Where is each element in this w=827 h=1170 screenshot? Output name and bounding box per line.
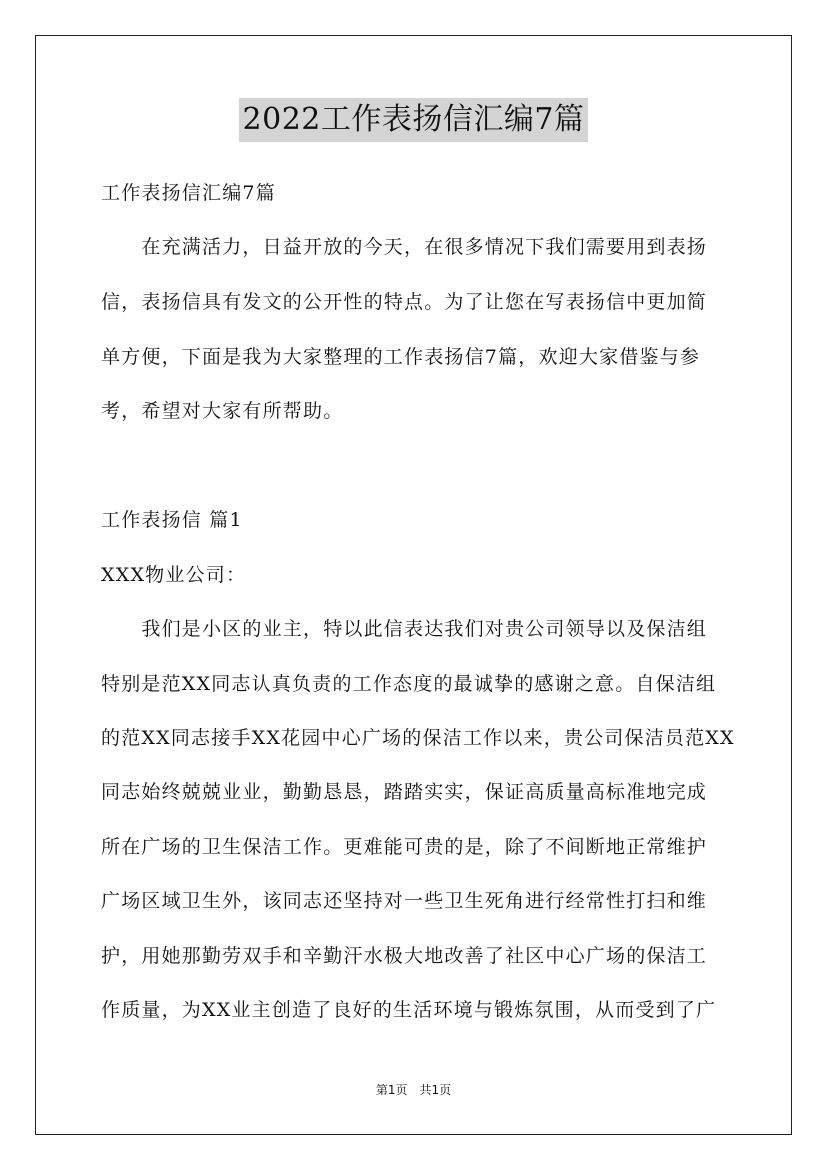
body-line: 广场区域卫生外，该同志还坚持对一些卫生死角进行经常性打扫和维 xyxy=(101,890,708,912)
body-line: 特别是范XX同志认真负责的工作态度的最诚挚的感谢之意。自保洁组 xyxy=(101,673,717,695)
intro-line: 信，表扬信具有发文的公开性的特点。为了让您在写表扬信中更加简 xyxy=(101,291,708,313)
title-block xyxy=(0,98,827,142)
body-line: 所在广场的卫生保洁工作。更难能可贵的是，除了不间断地正常维护 xyxy=(101,836,708,858)
body-line: 的范XX同志接手XX花园中心广场的保洁工作以来，贵公司保洁员范XX xyxy=(101,727,735,749)
document-title: 2022工作表扬信汇编7篇 xyxy=(239,98,589,142)
body-line: 我们是小区的业主，特以此信表达我们对贵公司领导以及保洁组 xyxy=(101,618,708,640)
body-line: 护，用她那勤劳双手和辛勤汗水极大地改善了社区中心广场的保洁工 xyxy=(101,945,708,967)
page-number: 第1页 共1页 xyxy=(375,1083,452,1097)
intro-line: 在充满活力，日益开放的今天，在很多情况下我们需要用到表扬 xyxy=(101,236,708,258)
body-line: 同志始终兢兢业业，勤勤恳恳，踏踏实实，保证高质量高标准地完成 xyxy=(101,781,708,803)
intro-line: 考，希望对大家有所帮助。 xyxy=(101,400,344,422)
section-heading: 工作表扬信 篇1 xyxy=(101,509,243,531)
document-subtitle: 工作表扬信汇编7篇 xyxy=(101,182,276,204)
page-footer xyxy=(0,1082,827,1098)
salutation: XXX物业公司： xyxy=(101,564,247,586)
body-line: 作质量，为XX业主创造了良好的生活环境与锻炼氛围，从而受到了广 xyxy=(101,999,717,1021)
intro-line: 单方便，下面是我为大家整理的工作表扬信7篇，欢迎大家借鉴与参 xyxy=(101,346,701,368)
